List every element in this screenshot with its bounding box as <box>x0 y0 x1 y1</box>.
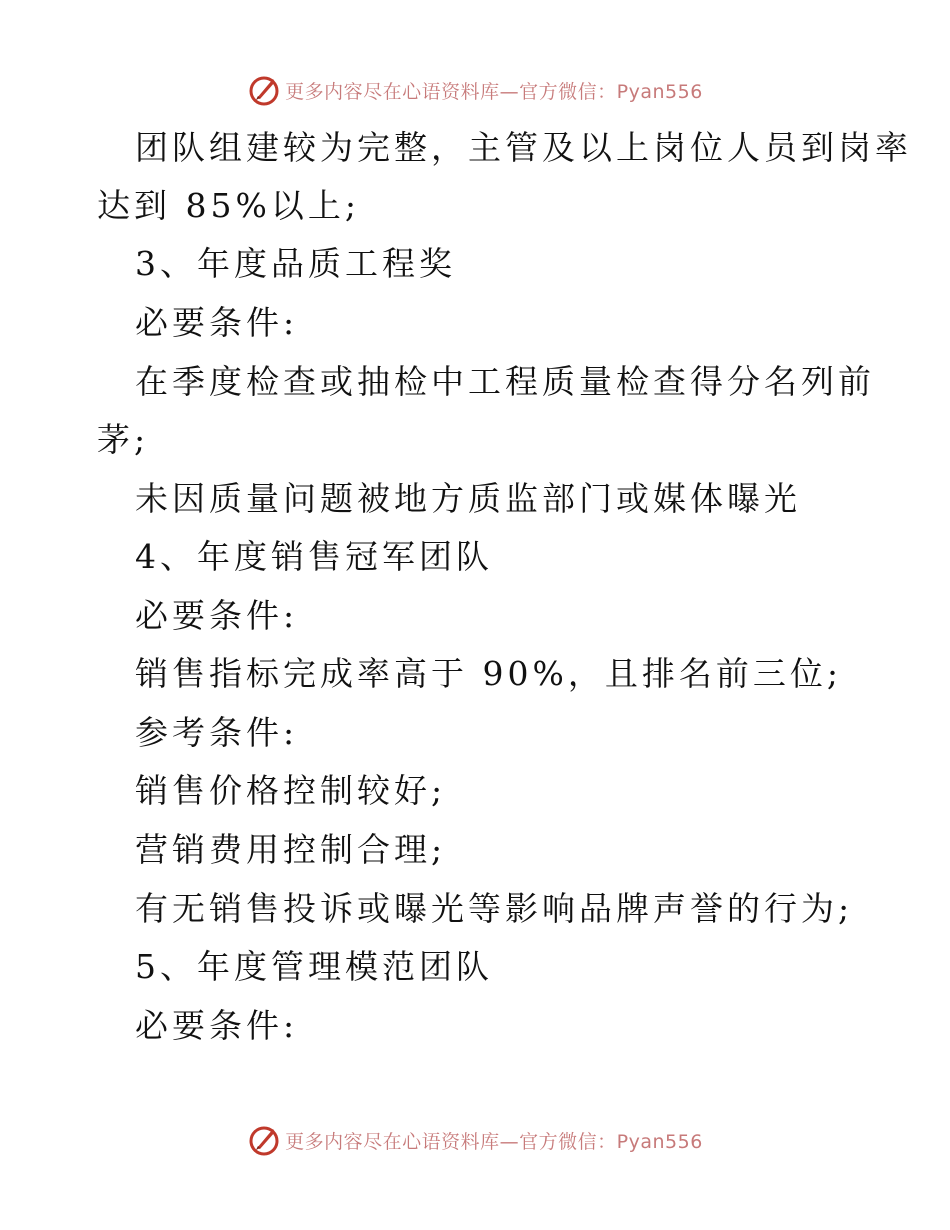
body-line: 必要条件: <box>135 1006 299 1045</box>
header-banner-text: 更多内容尽在心语资料库—官方微信：Pyan556 <box>285 80 703 103</box>
body-line: 达到 85%以上; <box>97 186 360 225</box>
body-line: 有无销售投诉或曝光等影响品牌声誉的行为; <box>135 889 854 928</box>
body-line: 未因质量问题被地方质监部门或媒体曝光 <box>135 479 801 518</box>
body-line: 在季度检查或抽检中工程质量检查得分名列前 <box>135 362 875 401</box>
section-heading: 4、年度销售冠军团队 <box>135 537 493 576</box>
body-line: 茅; <box>97 420 150 459</box>
body-line: 参考条件: <box>135 713 299 752</box>
quill-pen-circle-logo-icon <box>247 1123 281 1157</box>
section-heading: 5、年度管理模范团队 <box>135 947 493 986</box>
footer-banner <box>0 1120 950 1160</box>
body-line: 必要条件: <box>135 303 299 342</box>
body-line: 营销费用控制合理; <box>135 830 447 869</box>
body-line: 必要条件: <box>135 596 299 635</box>
header-banner <box>0 70 950 110</box>
body-line: 销售指标完成率高于 90%，且排名前三位; <box>135 654 842 693</box>
body-line: 团队组建较为完整，主管及以上岗位人员到岗率 <box>135 128 912 167</box>
footer-banner-text: 更多内容尽在心语资料库—官方微信：Pyan556 <box>285 1130 703 1153</box>
quill-pen-circle-logo-icon <box>247 73 281 107</box>
section-heading: 3、年度品质工程奖 <box>135 244 456 283</box>
body-line: 销售价格控制较好; <box>135 771 447 810</box>
